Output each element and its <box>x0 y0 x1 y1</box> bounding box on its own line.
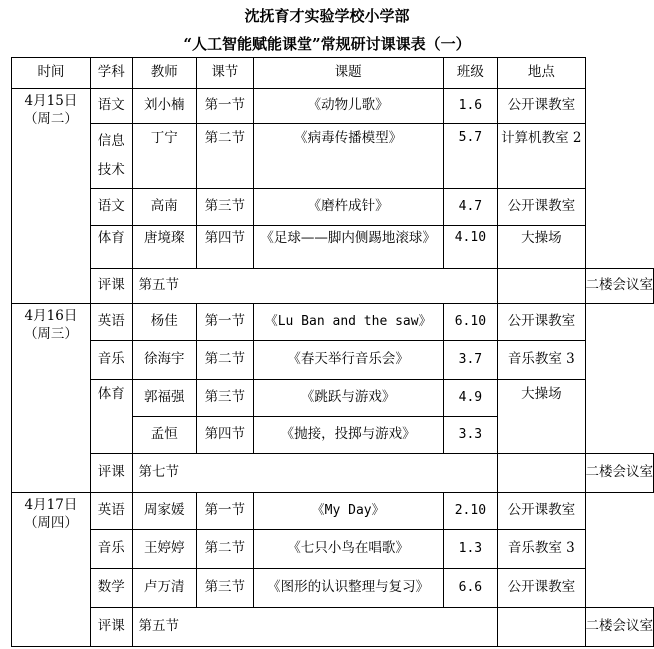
teacher-cell: 郭福强 <box>132 380 196 417</box>
review-label: 评课 <box>90 608 132 647</box>
teacher-cell: 刘小楠 <box>132 89 196 124</box>
table-row <box>12 124 654 189</box>
subject-line: 技术 <box>97 162 125 178</box>
table-row <box>12 380 654 417</box>
teacher-cell: 徐海宇 <box>132 341 196 380</box>
topic-cell: 《抛接，投掷与游戏》 <box>253 417 443 454</box>
topic-cell: 《足球——脚内侧踢地滚球》 <box>253 226 443 269</box>
subject-cell: 英语 <box>90 304 132 341</box>
schedule-table <box>11 57 654 647</box>
subject-cell: 语文 <box>90 89 132 124</box>
weekday-label: （周四） <box>23 514 78 531</box>
teacher-cell: 周家媛 <box>132 493 196 530</box>
class-cell: 3.3 <box>443 417 498 454</box>
subject-cell: 体育 <box>90 380 132 454</box>
topic-cell: 《病毒传播模型》 <box>253 124 443 189</box>
teacher-cell: 孟恒 <box>132 417 196 454</box>
review-label: 评课 <box>90 269 132 304</box>
class-cell: 4.7 <box>443 189 498 226</box>
review-location: 二楼会议室 <box>585 269 654 304</box>
period-cell: 第三节 <box>196 569 253 608</box>
table-row <box>12 304 654 341</box>
header-class: 班级 <box>443 58 498 89</box>
class-cell: 2.10 <box>443 493 498 530</box>
teacher-cell: 卢万清 <box>132 569 196 608</box>
location-cell: 音乐教室 3 <box>498 530 585 569</box>
subject-cell: 数学 <box>90 569 132 608</box>
location-cell: 大操场 <box>498 380 585 454</box>
review-empty <box>498 608 585 647</box>
subject-cell: 英语 <box>90 493 132 530</box>
review-row <box>12 454 654 493</box>
review-empty <box>498 454 585 493</box>
topic-cell: 《七只小鸟在唱歌》 <box>253 530 443 569</box>
teacher-cell: 杨佳 <box>132 304 196 341</box>
period-cell: 第一节 <box>196 89 253 124</box>
topic-cell: 《磨杵成针》 <box>253 189 443 226</box>
location-cell: 公开课教室 <box>498 493 585 530</box>
location-cell: 公开课教室 <box>498 89 585 124</box>
period-cell: 第二节 <box>196 530 253 569</box>
table-row <box>12 493 654 530</box>
class-cell: 1.3 <box>443 530 498 569</box>
class-cell: 6.6 <box>443 569 498 608</box>
review-period: 第五节 <box>132 269 498 304</box>
location-cell: 公开课教室 <box>498 304 585 341</box>
class-cell: 3.7 <box>443 341 498 380</box>
header-teacher: 教师 <box>132 58 196 89</box>
subject-cell: 音乐 <box>90 341 132 380</box>
table-row <box>12 226 654 269</box>
period-cell: 第二节 <box>196 124 253 189</box>
table-row <box>12 530 654 569</box>
schedule-title: “人工智能赋能课堂”常规研讨课课表（一） <box>183 35 471 53</box>
subject-cell: 音乐 <box>90 530 132 569</box>
weekday-label: （周三） <box>23 325 78 342</box>
teacher-cell: 丁宁 <box>132 124 196 189</box>
table-row <box>12 89 654 124</box>
table-row <box>12 569 654 608</box>
topic-cell: 《动物儿歌》 <box>253 89 443 124</box>
location-cell: 公开课教室 <box>498 189 585 226</box>
teacher-cell: 王婷婷 <box>132 530 196 569</box>
period-cell: 第一节 <box>196 493 253 530</box>
class-cell: 6.10 <box>443 304 498 341</box>
table-row <box>12 341 654 380</box>
school-title: 沈抚育才实验学校小学部 <box>244 7 410 25</box>
class-cell: 4.10 <box>443 226 498 269</box>
subject-cell: 体育 <box>90 226 132 269</box>
period-cell: 第三节 <box>196 380 253 417</box>
review-row <box>12 269 654 304</box>
date-cell <box>12 304 91 493</box>
header-time: 时间 <box>12 58 91 89</box>
review-period: 第七节 <box>132 454 498 493</box>
topic-cell: 《My Day》 <box>253 493 443 530</box>
location-cell: 音乐教室 3 <box>498 341 585 380</box>
date-label: 4月16日 <box>24 308 78 324</box>
header-period: 课节 <box>196 58 253 89</box>
class-cell: 4.9 <box>443 380 498 417</box>
review-location: 二楼会议室 <box>585 608 654 647</box>
period-cell: 第四节 <box>196 226 253 269</box>
class-cell: 5.7 <box>443 124 498 189</box>
review-label: 评课 <box>90 454 132 493</box>
teacher-cell: 高南 <box>132 189 196 226</box>
header-location: 地点 <box>498 58 585 89</box>
date-cell <box>12 89 91 304</box>
date-label: 4月17日 <box>24 497 78 513</box>
period-cell: 第二节 <box>196 341 253 380</box>
teacher-cell: 唐境璨 <box>132 226 196 269</box>
subject-line: 信息 <box>97 133 125 149</box>
header-topic: 课题 <box>253 58 443 89</box>
header-subject: 学科 <box>90 58 132 89</box>
weekday-label: （周二） <box>23 110 78 127</box>
review-empty <box>498 269 585 304</box>
review-period: 第五节 <box>132 608 498 647</box>
header-row <box>12 58 654 89</box>
location-cell: 公开课教室 <box>498 569 585 608</box>
table-row <box>12 189 654 226</box>
date-cell <box>12 493 91 647</box>
subject-cell <box>90 124 132 189</box>
topic-cell: 《Lu Ban and the saw》 <box>253 304 443 341</box>
date-label: 4月15日 <box>24 93 78 109</box>
subject-cell: 语文 <box>90 189 132 226</box>
period-cell: 第一节 <box>196 304 253 341</box>
period-cell: 第三节 <box>196 189 253 226</box>
topic-cell: 《春天举行音乐会》 <box>253 341 443 380</box>
review-row <box>12 608 654 647</box>
topic-cell: 《图形的认识整理与复习》 <box>253 569 443 608</box>
review-location: 二楼会议室 <box>585 454 654 493</box>
topic-cell: 《跳跃与游戏》 <box>253 380 443 417</box>
period-cell: 第四节 <box>196 417 253 454</box>
location-cell: 大操场 <box>498 226 585 269</box>
class-cell: 1.6 <box>443 89 498 124</box>
location-cell: 计算机教室 2 <box>498 124 585 189</box>
